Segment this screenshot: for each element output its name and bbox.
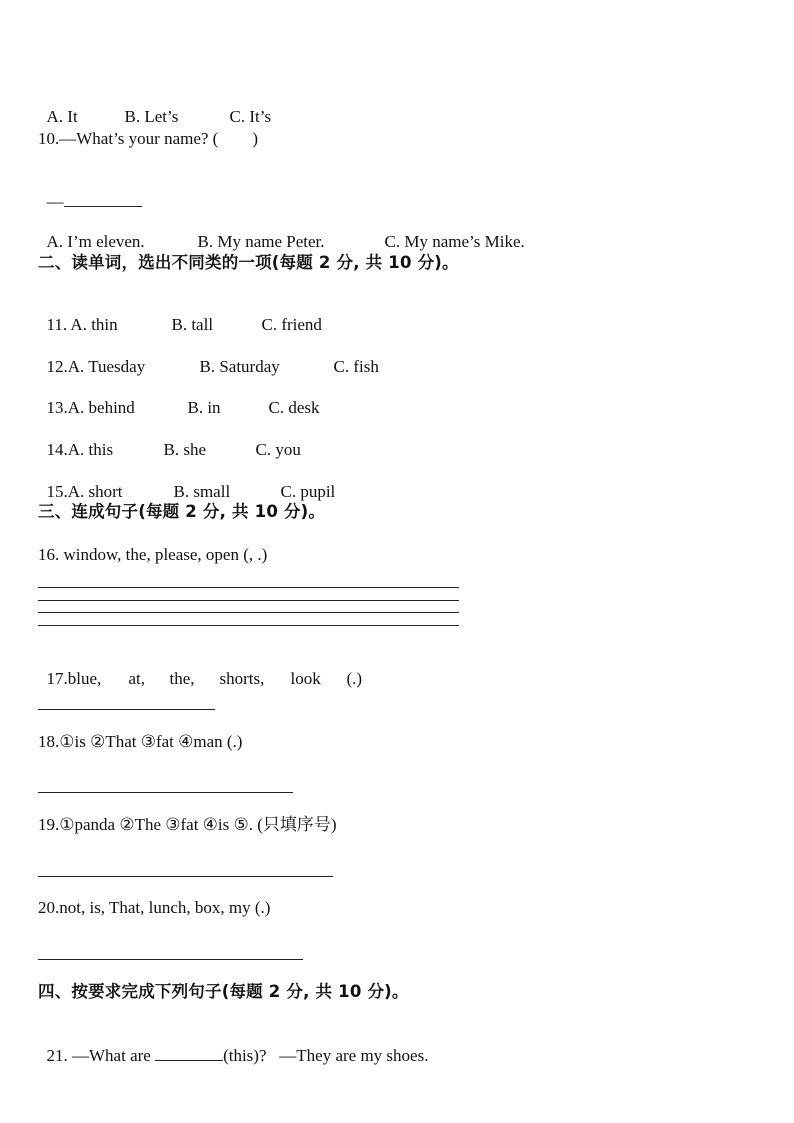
q20-answer-line	[38, 959, 303, 960]
q12-row	[38, 337, 379, 377]
q15-option-b: B. small	[173, 482, 231, 501]
q15-option-a: 15.A. short	[46, 482, 123, 501]
q10-question: 10.—What’s your name? ( )	[38, 129, 258, 148]
q12-option-a: 12.A. Tuesday	[46, 357, 146, 376]
section3-heading: 三、连成句子(每题 2 分, 共 10 分)。	[38, 502, 326, 521]
q21-suffix: (this)? —They are my shoes.	[223, 1046, 429, 1065]
q10-answer-blank	[64, 190, 142, 207]
q17-prompt	[38, 649, 362, 689]
q11-option-c: C. friend	[261, 315, 322, 334]
q16-prompt: 16. window, the, please, open (, .)	[38, 545, 268, 564]
q13-option-a: 13.A. behind	[46, 398, 135, 417]
q17-word-2: at,	[128, 669, 146, 688]
q21-prompt	[38, 1024, 428, 1066]
q17-word-1: 17.blue,	[46, 669, 102, 688]
q15-row	[38, 462, 335, 502]
q11-option-b: B. tall	[171, 315, 214, 334]
q14-row	[38, 420, 301, 460]
q16-answer-line-1	[38, 587, 459, 588]
q17-word-3: the,	[169, 669, 195, 688]
q11-row	[38, 295, 322, 335]
section2-heading: 二、读单词，选出不同类的一项(每题 2 分, 共 10 分)。	[38, 253, 459, 272]
q14-option-c: C. you	[255, 440, 301, 459]
q10-answer-line	[38, 170, 142, 212]
q10-options	[38, 212, 525, 252]
q10-option-a: A. I’m eleven.	[46, 232, 145, 251]
q20-prompt: 20.not, is, That, lunch, box, my (.)	[38, 898, 271, 917]
q17-word-4: shorts,	[219, 669, 265, 688]
section4-heading: 四、按要求完成下列句子(每题 2 分, 共 10 分)。	[38, 982, 409, 1001]
q21-prefix: 21. —What are	[46, 1046, 156, 1065]
q15-option-c: C. pupil	[280, 482, 336, 501]
q19-prompt: 19.①panda ②The ③fat ④is ⑤. (只填序号)	[38, 815, 337, 834]
q16-answer-line-4	[38, 625, 459, 626]
q9-option-a: A. It	[46, 107, 78, 126]
q17-answer-line	[38, 709, 215, 710]
q18-prompt: 18.①is ②That ③fat ④man (.)	[38, 732, 243, 751]
q16-answer-line-2	[38, 600, 459, 601]
q9-options	[38, 87, 271, 127]
q21-answer-blank	[155, 1044, 223, 1061]
q19-answer-line	[38, 876, 333, 877]
q13-option-c: C. desk	[268, 398, 320, 417]
q18-answer-line	[38, 792, 293, 793]
q17-word-5: look	[290, 669, 321, 688]
q12-option-c: C. fish	[333, 357, 379, 376]
q13-option-b: B. in	[187, 398, 221, 417]
q12-option-b: B. Saturday	[199, 357, 280, 376]
q9-option-c: C. It’s	[229, 107, 272, 126]
q16-answer-line-3	[38, 612, 459, 613]
q10-option-b: B. My name Peter.	[197, 232, 325, 251]
q13-row	[38, 378, 320, 418]
q10-option-c: C. My name’s Mike.	[384, 232, 525, 251]
q17-word-6: (.)	[346, 669, 363, 688]
q9-option-b: B. Let’s	[124, 107, 179, 126]
q14-option-b: B. she	[163, 440, 206, 459]
q14-option-a: 14.A. this	[46, 440, 114, 459]
q11-option-a: 11. A. thin	[46, 315, 118, 334]
q10-answer-dash: —	[46, 192, 64, 211]
